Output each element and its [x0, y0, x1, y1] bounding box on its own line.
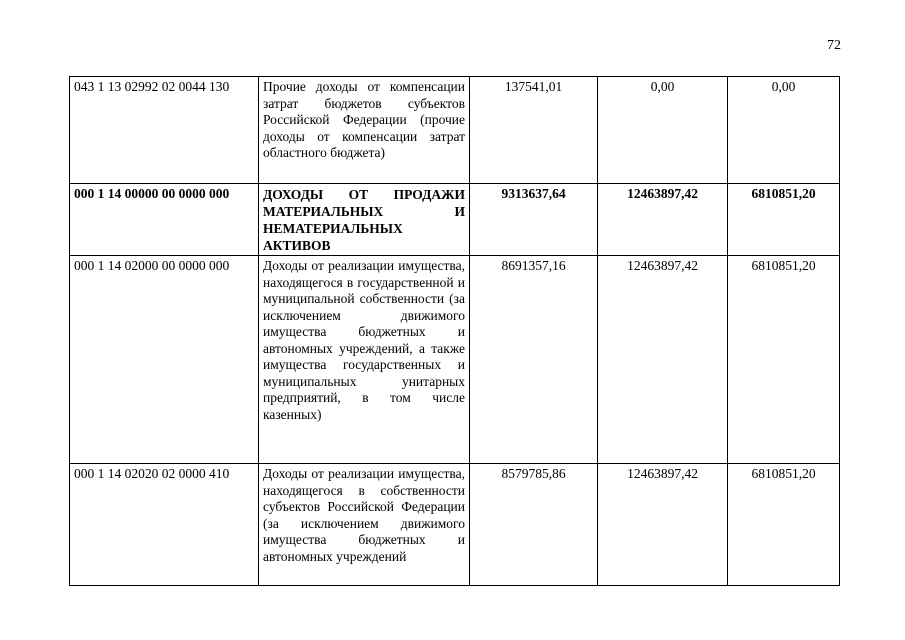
amount-value-1: 8691357,16 — [470, 256, 598, 464]
table-row — [70, 256, 840, 464]
table-row — [70, 77, 840, 184]
amount-value-2: 12463897,42 — [598, 184, 728, 256]
revenue-name: Доходы от реализации имущества, находящегося в собственности субъектов Российской Федерации (за исключением движимого имущества бюджетных и автономных учреждений — [259, 464, 470, 586]
amount-value-3: 0,00 — [728, 77, 840, 184]
page-number: 72 — [827, 38, 841, 53]
budget-classification-code: 043 1 13 02992 02 0044 130 — [70, 77, 259, 184]
amount-value-3: 6810851,20 — [728, 464, 840, 586]
amount-value-1: 9313637,64 — [470, 184, 598, 256]
amount-value-3: 6810851,20 — [728, 184, 840, 256]
revenue-name: Прочие доходы от компенсации затрат бюджетов субъектов Российской Федерации (прочие доходы от компенсации затрат областного бюджета) — [259, 77, 470, 184]
revenue-name: Доходы от реализации имущества, находящегося в государственной и муниципальной собственности (за исключением движимого имущества бюджетных и автономных учреждений, а также имущества государственных и муниципальных унитарных предприятий, в том числе казенных) — [259, 256, 470, 464]
amount-value-3: 6810851,20 — [728, 256, 840, 464]
amount-value-1: 8579785,86 — [470, 464, 598, 586]
revenue-name: ДОХОДЫ ОТ ПРОДАЖИ МАТЕРИАЛЬНЫХ И НЕМАТЕРИАЛЬНЫХ АКТИВОВ — [259, 184, 470, 256]
budget-classification-code: 000 1 14 02000 00 0000 000 — [70, 256, 259, 464]
budget-revenue-table — [69, 76, 840, 586]
amount-value-2: 0,00 — [598, 77, 728, 184]
table-row — [70, 464, 840, 586]
amount-value-1: 137541,01 — [470, 77, 598, 184]
amount-value-2: 12463897,42 — [598, 464, 728, 586]
budget-classification-code: 000 1 14 00000 00 0000 000 — [70, 184, 259, 256]
budget-classification-code: 000 1 14 02020 02 0000 410 — [70, 464, 259, 586]
table-row — [70, 184, 840, 256]
amount-value-2: 12463897,42 — [598, 256, 728, 464]
